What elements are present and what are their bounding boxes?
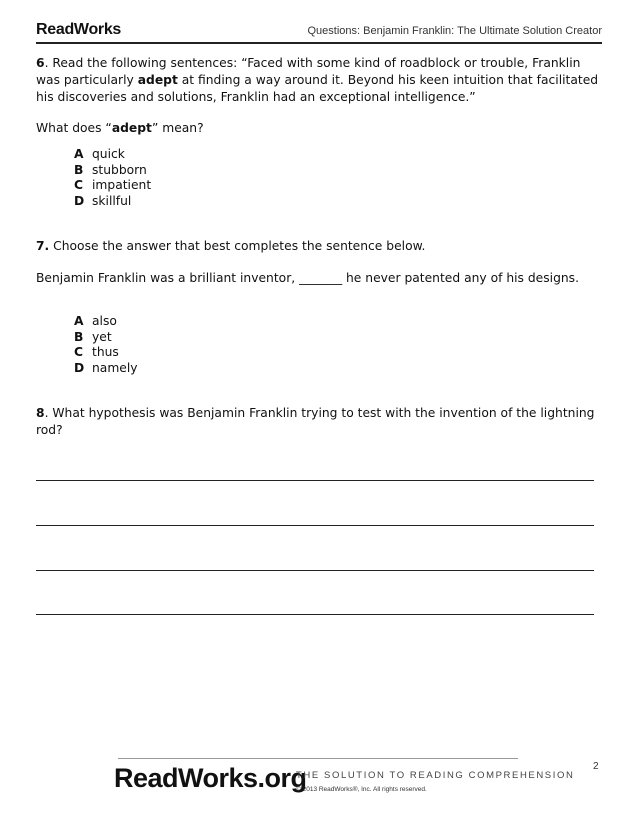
question-6-prompt: What does “adept” mean? [36,121,204,135]
header-brand-logo: ReadWorks [36,21,122,38]
question-7-sentence: Benjamin Franklin was a brilliant inventor, _______ he never patented any of his designs. [36,271,579,285]
answer-line[interactable] [36,614,594,615]
header-divider [36,42,602,44]
question-6-options [74,147,151,209]
question-8: 8. What hypothesis was Benjamin Franklin trying to test with the invention of the lightning rod? [36,406,595,437]
footer-copyright: © 2013 ReadWorks®, Inc. All rights reserved. [296,786,427,793]
page-header [36,20,602,46]
question-6 [36,55,601,106]
question-6-text: 6. Read the following sentences: “Faced with some kind of roadblock or trouble, Franklin was particularly adept at finding a way around it. Beyond his keen intuition that facilitated his discoveries and solutions, Franklin had an exceptional intelligence.” [36,56,599,104]
question-6-number: 6 [36,56,45,70]
footer-divider [118,758,518,759]
option-item[interactable]: B stubborn [74,162,147,177]
option-item[interactable]: D namely [74,360,138,375]
question-8-number: 8 [36,406,45,420]
answer-line[interactable] [36,480,594,481]
question-7: 7. Choose the answer that best completes the sentence below. [36,239,426,253]
answer-line[interactable] [36,525,594,526]
option-item[interactable]: A quick [74,147,125,161]
question-7-options [74,314,138,376]
footer-tagline: THE SOLUTION TO READING COMPREHENSION [296,770,575,781]
option-item[interactable]: B yet [74,329,112,344]
page-number: 2 [593,761,599,772]
footer-logo: ReadWorks.org [114,763,307,793]
option-item[interactable]: C impatient [74,178,152,193]
option-item[interactable]: A also [74,314,117,328]
header-title: Questions: Benjamin Franklin: The Ultimate Solution Creator [307,25,602,37]
answer-line[interactable] [36,570,594,571]
question-7-number: 7. [36,239,50,253]
question-6-term: adept [137,73,178,87]
option-item[interactable]: D skillful [74,193,132,208]
question-6-prompt-term: adept [111,121,152,135]
option-item[interactable]: C thus [74,345,119,360]
